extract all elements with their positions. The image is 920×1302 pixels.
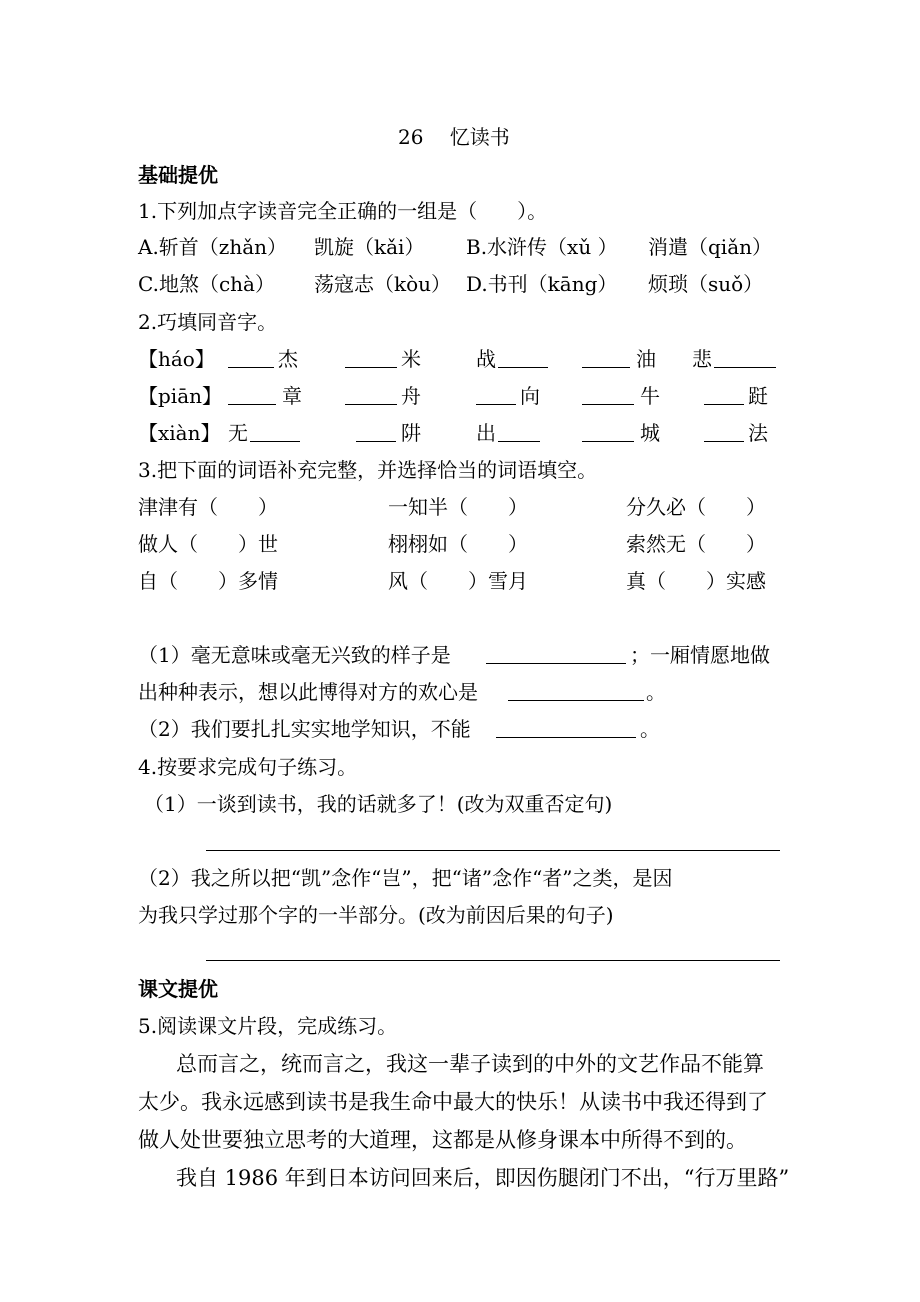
q3-sentence-1c: 出种种表示，想以此博得对方的欢心是 <box>138 680 478 704</box>
q2-char: 出 <box>476 421 496 445</box>
blank[interactable] <box>250 423 300 442</box>
q3-sentence-1a: （1）毫无意味或毫无兴致的样子是 <box>138 643 451 667</box>
q3-sentence-2b: 。 <box>640 717 660 741</box>
passage-line: 太少。我永远感到读书是我生命中最大的快乐！从读书中我还得到了 <box>138 1090 768 1114</box>
answer-line[interactable] <box>206 960 780 961</box>
q2-char: 油 <box>636 347 656 371</box>
q3-sentence-1d: 。 <box>646 680 666 704</box>
blank[interactable] <box>582 386 634 405</box>
q2-stem: 2.巧填同音字。 <box>138 310 278 334</box>
q1-option-c2: 荡寇志（kòu） <box>314 272 452 296</box>
q2-tag: 【xiàn】 <box>138 421 221 445</box>
blank[interactable] <box>582 423 634 442</box>
section-heading-basic: 基础提优 <box>138 163 218 187</box>
idiom: 索然无（ ） <box>626 532 766 556</box>
idiom: 栩栩如（ ） <box>388 532 528 556</box>
q2-char: 阱 <box>401 421 421 445</box>
blank[interactable] <box>714 349 776 368</box>
q1-option-c1: C.地煞（chà） <box>138 272 275 296</box>
q2-char: 米 <box>401 347 421 371</box>
q1-option-a1: A.斩首（zhǎn） <box>138 235 288 259</box>
answer-blank[interactable] <box>486 645 626 664</box>
q3-sentence-1b: ；一厢情愿地做 <box>630 643 770 667</box>
q1-stem: 1.下列加点字读音完全正确的一组是（ ）。 <box>138 199 548 223</box>
q3-stem: 3.把下面的词语补充完整，并选择恰当的词语填空。 <box>138 458 598 482</box>
q2-char: 跹 <box>748 384 768 408</box>
q2-char: 杰 <box>278 347 298 371</box>
q2-char: 牛 <box>640 384 660 408</box>
q2-tag: 【piān】 <box>138 384 223 408</box>
blank[interactable] <box>228 349 274 368</box>
q2-char: 城 <box>640 421 660 445</box>
answer-blank[interactable] <box>496 719 636 738</box>
blank[interactable] <box>498 349 548 368</box>
q4-stem: 4.按要求完成句子练习。 <box>138 755 358 779</box>
q1-option-d1: D.书刊（kāng） <box>466 272 618 296</box>
section-heading-text: 课文提优 <box>138 977 218 1001</box>
idiom: 风（ ）雪月 <box>388 569 528 593</box>
idiom: 做人（ ）世 <box>138 532 278 556</box>
idiom: 真（ ）实感 <box>626 569 766 593</box>
blank[interactable] <box>582 349 630 368</box>
idiom: 分久必（ ） <box>626 495 766 519</box>
blank[interactable] <box>345 349 397 368</box>
passage-line: 总而言之，统而言之，我这一辈子读到的中外的文艺作品不能算 <box>176 1052 764 1076</box>
passage-line: 我自 1986 年到日本访问回来后，即因伤腿闭门不出，“行万里路” <box>176 1166 790 1190</box>
page-title: 26 忆读书 <box>398 125 510 149</box>
idiom: 一知半（ ） <box>388 495 528 519</box>
blank[interactable] <box>345 386 397 405</box>
q3-sentence-2a: （2）我们要扎扎实实地学知识，不能 <box>138 717 471 741</box>
answer-line[interactable] <box>206 850 780 851</box>
q1-option-a2: 凯旋（kǎi） <box>314 235 425 259</box>
q4-part-2b: 为我只学过那个字的一半部分。(改为前因后果的句子) <box>138 903 614 927</box>
q4-part-1: （1）一谈到读书，我的话就多了！(改为双重否定句) <box>144 792 613 816</box>
blank[interactable] <box>356 423 396 442</box>
q2-char: 无 <box>228 421 248 445</box>
idiom: 自（ ）多情 <box>138 569 278 593</box>
q2-tag: 【háo】 <box>138 347 215 371</box>
idiom: 津津有（ ） <box>138 495 278 519</box>
q2-char: 战 <box>476 347 496 371</box>
q2-char: 向 <box>520 384 540 408</box>
q1-option-d2: 烦琐（suǒ） <box>648 272 764 296</box>
q2-char: 舟 <box>401 384 421 408</box>
blank[interactable] <box>498 423 540 442</box>
blank[interactable] <box>476 386 516 405</box>
q2-char: 法 <box>748 421 768 445</box>
blank[interactable] <box>704 386 744 405</box>
answer-blank[interactable] <box>508 682 644 701</box>
q5-stem: 5.阅读课文片段，完成练习。 <box>138 1014 398 1038</box>
q2-char: 悲 <box>692 347 712 371</box>
q1-option-b2: 消遣（qiǎn） <box>648 235 773 259</box>
q2-char: 章 <box>282 384 302 408</box>
q1-option-b1: B.水浒传（xǔ ） <box>466 235 618 259</box>
blank[interactable] <box>228 386 276 405</box>
q4-part-2a: （2）我之所以把“凯”念作“岂”，把“诸”念作“者”之类，是因 <box>138 866 673 890</box>
passage-line: 做人处世要独立思考的大道理，这都是从修身课本中所得不到的。 <box>138 1128 747 1152</box>
blank[interactable] <box>704 423 744 442</box>
